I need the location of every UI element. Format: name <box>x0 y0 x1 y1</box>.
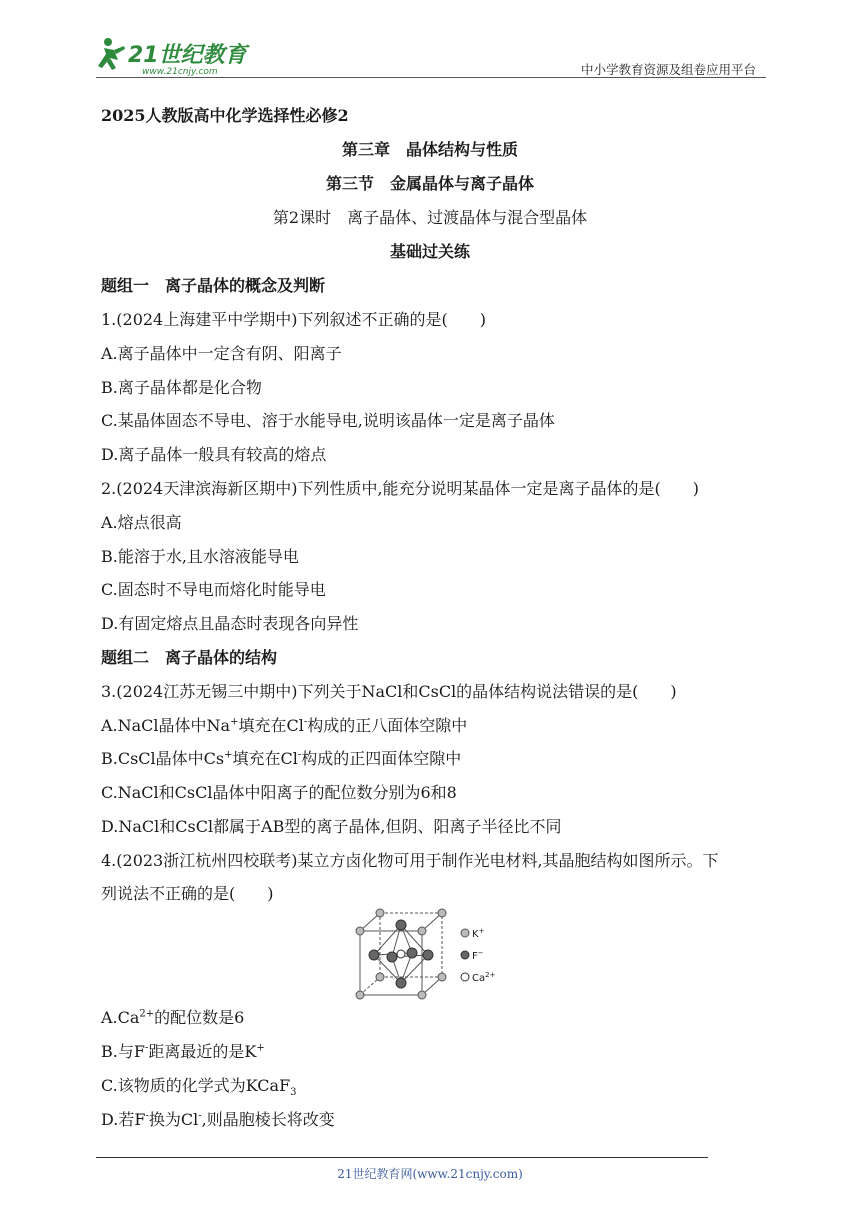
q4-option-b: B.与F-距离最近的是K+ <box>101 1042 265 1061</box>
footer-divider <box>96 1157 708 1158</box>
group-2-title: 题组二 离子晶体的结构 <box>101 648 278 667</box>
course-title: 2025人教版高中化学选择性必修2 <box>101 106 349 125</box>
logo-url: www.21cnjy.com <box>142 67 218 77</box>
figure-legend <box>461 927 496 984</box>
q1-option-d: D.离子晶体一般具有较高的熔点 <box>101 445 327 464</box>
crystal-cell-figure <box>352 905 512 1000</box>
site-logo <box>94 34 264 78</box>
legend-f-icon <box>461 951 469 959</box>
q1-option-b: B.离子晶体都是化合物 <box>101 378 262 397</box>
runner-icon <box>98 38 125 70</box>
legend-k-icon <box>461 929 469 937</box>
q3-option-d: D.NaCl和CsCl都属于AB型的离子晶体,但阴、阳离子半径比不同 <box>101 817 562 836</box>
svg-text:Ca2+: $Ca^{2+}$ <box>472 971 496 984</box>
q4-stem-line1: 4.(2023浙江杭州四校联考)某立方卤化物可用于制作光电材料,其晶胞结构如图所示。下 <box>101 851 719 870</box>
q4-option-a: $A.Ca^{2+}$的配位数是6 <box>101 1008 245 1027</box>
section-title: 第三节 金属晶体与离子晶体 <box>325 174 534 193</box>
q1-stem: 1.(2024上海建平中学期中)下列叙述不正确的是( ) <box>101 310 486 329</box>
q3-stem: 3.(2024江苏无锡三中期中)下列关于NaCl和CsCl的晶体结构说法错误的是( ) <box>101 682 677 701</box>
footer-link[interactable]: 21世纪教育网(www.21cnjy.com) <box>337 1167 523 1181</box>
lesson-title: 第2课时 离子晶体、过渡晶体与混合型晶体 <box>272 208 588 227</box>
q2-option-b: B.能溶于水,且水溶液能导电 <box>101 547 299 566</box>
svg-text:F−: F− <box>472 949 484 962</box>
legend-ca-icon <box>461 973 469 981</box>
q4-option-d: D.若F-换为Cl-,则晶胞棱长将改变 <box>101 1110 335 1129</box>
q3-option-b: B.CsCl晶体中Cs+填充在Cl-构成的正四面体空隙中 <box>101 749 462 768</box>
practice-title: 基础过关练 <box>389 242 470 261</box>
q2-option-a: A.熔点很高 <box>101 513 182 532</box>
svg-text:K+: K+ <box>472 927 485 940</box>
header-platform-name: 中小学教育资源及组卷应用平台 <box>580 62 756 77</box>
q3-option-a: A.NaCl晶体中Na+填充在Cl-构成的正八面体空隙中 <box>101 716 468 735</box>
q4-stem-line2: 列说法不正确的是( ) <box>101 884 274 903</box>
group-1-title: 题组一 离子晶体的概念及判断 <box>101 276 326 295</box>
logo-text: 21世纪教育 <box>128 43 247 68</box>
q2-option-d: D.有固定熔点且晶态时表现各向异性 <box>101 614 359 633</box>
header-divider <box>96 77 766 78</box>
q2-option-c: C.固态时不导电而熔化时能导电 <box>101 580 326 599</box>
q3-option-c: C.NaCl和CsCl晶体中阳离子的配位数分别为6和8 <box>101 783 457 802</box>
chapter-title: 第三章 晶体结构与性质 <box>341 140 518 159</box>
q1-option-a: A.离子晶体中一定含有阴、阳离子 <box>101 344 342 363</box>
q4-option-c: C.该物质的化学式为KCaF$_3$ <box>101 1076 297 1099</box>
ca-ion <box>397 950 405 958</box>
q2-stem: 2.(2024天津滨海新区期中)下列性质中,能充分说明某晶体一定是离子晶体的是( ) <box>101 479 700 498</box>
q1-option-c: C.某晶体固态不导电、溶于水能导电,说明该晶体一定是离子晶体 <box>101 411 555 430</box>
